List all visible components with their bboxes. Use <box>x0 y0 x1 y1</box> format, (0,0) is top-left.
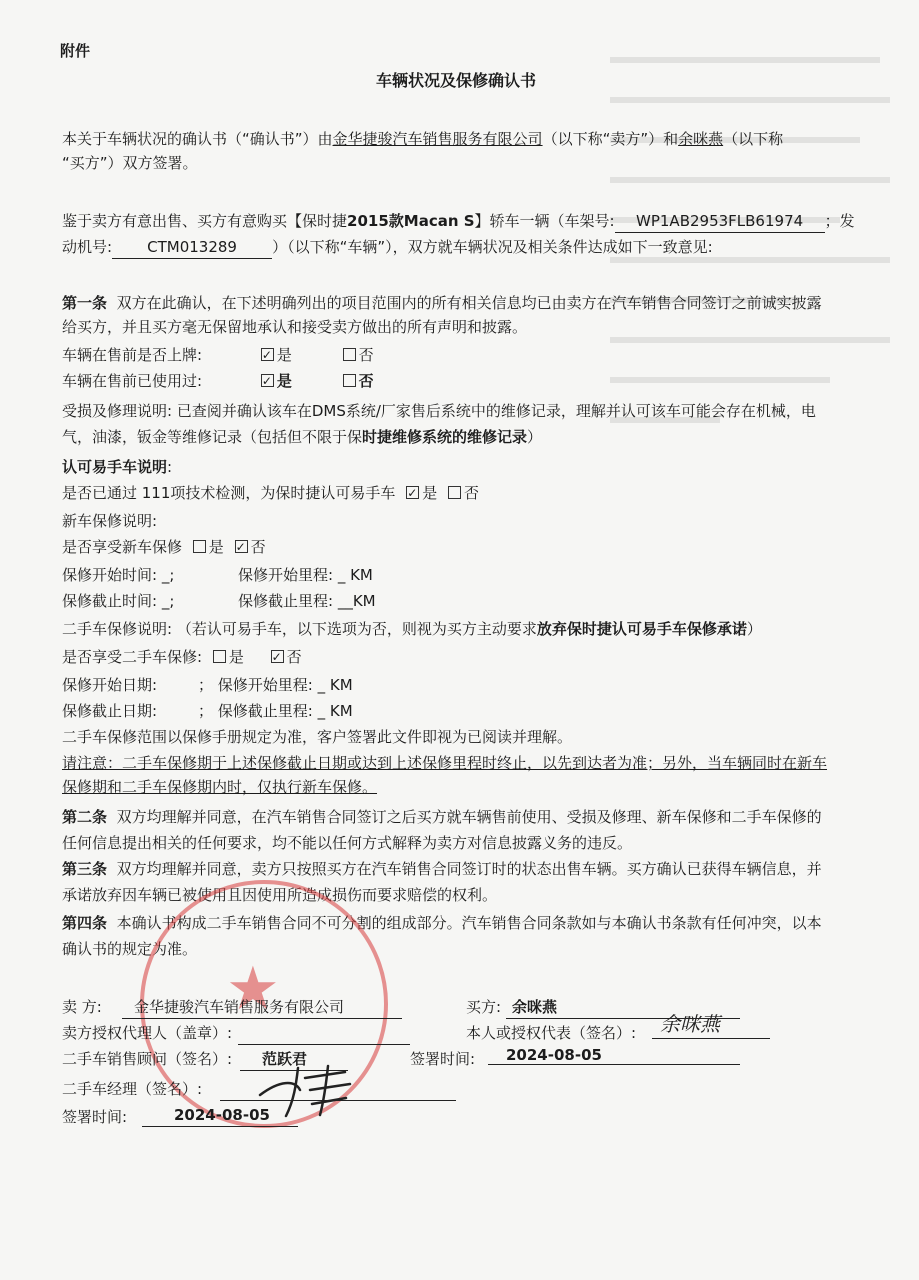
uc-start-km: ； 保修开始里程: _ KM <box>198 676 353 694</box>
uc-warranty-question-label: 是否享受二手车保修: <box>62 648 203 666</box>
article4-heading: 第四条 <box>62 914 108 932</box>
purchase-line-2 <box>62 236 713 259</box>
new-warranty-yes-label: 是 <box>208 538 224 556</box>
seller-agent-label: 卖方授权代理人（盖章）: <box>62 1024 233 1042</box>
plate-yes-label: 是 <box>276 346 292 364</box>
vin-field: WP1AB2953FLB61974 <box>615 210 825 233</box>
buyer-sign-name: 余咪燕 <box>512 998 558 1016</box>
nw-start-km: 保修开始里程: _ KM <box>238 566 373 584</box>
buyer-handwritten-signature: 余咪燕 <box>660 1012 720 1036</box>
consultant-label: 二手车销售顾问（签名）: <box>62 1050 233 1068</box>
buyer-date: 2024-08-05 <box>506 1046 602 1064</box>
uc-heading-text: 二手车保修说明: （若认可易手车，以下选项为否，则视为买方主动要求 <box>62 620 537 638</box>
article4-line-2: 确认书的规定为准。 <box>62 940 198 958</box>
new-warranty-heading: 新车保修说明: <box>62 512 158 530</box>
inspection-yes-label: 是 <box>422 484 438 502</box>
used-question-label: 车辆在售前已使用过: <box>62 372 203 390</box>
document-title: 车辆状况及保修确认书 <box>376 71 537 90</box>
inspection-yes-checkbox[interactable] <box>406 486 419 499</box>
approved-heading-colon: : <box>167 458 173 476</box>
uc-heading-text: ） <box>746 620 762 638</box>
repair-text: ） <box>527 428 543 446</box>
repair-line-1: 受损及修理说明: 已查阅并确认该车在DMS系统/厂家售后系统中的维修记录，理解并认可该车可能会存在机械，电 <box>62 402 816 420</box>
used-question <box>62 370 374 392</box>
used-no-checkbox[interactable] <box>343 374 356 387</box>
intro-line-2: “买方”）双方签署。 <box>62 154 198 172</box>
uc-warranty-question <box>62 646 302 668</box>
article3-line-2: 承诺放弃因车辆已被使用且因使用所造成损伤而要求赔偿的权利。 <box>62 886 498 904</box>
purchase-text: ；发 <box>824 212 855 230</box>
new-warranty-no-checkbox[interactable] <box>235 540 248 553</box>
vehicle-model: 2015款Macan S <box>347 212 475 230</box>
uc-scope-note: 二手车保修范围以保修手册规定为准，客户签署此文件即视为已阅读并理解。 <box>62 728 573 746</box>
seller-date: 2024-08-05 <box>174 1106 270 1124</box>
seller-date-line <box>142 1126 298 1127</box>
article2-text: 双方均理解并同意，在汽车销售合同签订之后买方就车辆售前使用、受损及修理、新车保修和二手车保修的 <box>116 808 822 826</box>
seller-label: 卖 方: <box>62 998 102 1016</box>
attachment-label: 附件 <box>60 42 91 60</box>
used-yes-label: 是 <box>276 372 292 390</box>
plate-question-label: 车辆在售前是否上牌: <box>62 346 203 364</box>
article1-line-2: 给买方，并且买方毫无保留地承认和接受卖方做出的所有声明和披露。 <box>62 318 528 336</box>
article3-line-1 <box>62 858 822 880</box>
plate-question <box>62 344 374 366</box>
intro-line-1 <box>62 128 783 150</box>
buyer-rep-line <box>652 1038 770 1039</box>
buyer-date-label: 签署时间: <box>410 1050 476 1068</box>
notice-line-1: 请注意：二手车保修期于上述保修截止日期或达到上述保修里程时终止，以先到达者为准；另外，当车辆同时在新车 <box>62 754 828 772</box>
inspection-no-label: 否 <box>463 484 479 502</box>
seal-star-icon: ★ <box>226 954 280 1024</box>
article1-line-1 <box>62 292 822 314</box>
new-warranty-yes-checkbox[interactable] <box>193 540 206 553</box>
buyer-rep-label: 本人或授权代表（签名）: <box>466 1024 637 1042</box>
used-yes-checkbox[interactable] <box>261 374 274 387</box>
buyer-label: 买方: <box>466 998 502 1016</box>
engine-number-field: CTM013289 <box>112 236 272 259</box>
manager-label: 二手车经理（签名）: <box>62 1080 203 1098</box>
repair-text-bold: 时捷维修系统的维修记录 <box>362 428 528 446</box>
uc-start-date: 保修开始日期: <box>62 676 158 694</box>
new-warranty-no-label: 否 <box>250 538 266 556</box>
approved-heading-text: 认可易手车说明 <box>62 458 168 476</box>
plate-no-label: 否 <box>358 346 374 364</box>
seller-line <box>122 1018 402 1019</box>
seller-agent-line <box>238 1044 410 1045</box>
seller-sign-name: 金华捷骏汽车销售服务有限公司 <box>134 998 345 1016</box>
seller-name: 金华捷骏汽车销售服务有限公司 <box>332 130 543 148</box>
inspection-question-label: 是否已通过 111项技术检测，为保时捷认可易手车 <box>62 484 396 502</box>
uc-end-km: ； 保修截止里程: _ KM <box>198 702 353 720</box>
intro-text: （以下称 <box>723 130 784 148</box>
article3-heading: 第三条 <box>62 860 108 878</box>
plate-no-checkbox[interactable] <box>343 348 356 361</box>
nw-end-time: 保修截止时间: _; <box>62 592 175 610</box>
article3-text: 双方均理解并同意，卖方只按照买方在汽车销售合同签订时的状态出售车辆。买方确认已获得车辆信息，并 <box>116 860 822 878</box>
buyer-name: 余咪燕 <box>678 130 724 148</box>
approved-heading <box>62 456 172 478</box>
uc-heading-bold: 放弃保时捷认可易手车保修承诺 <box>536 620 747 638</box>
used-no-label: 否 <box>358 372 374 390</box>
nw-start-time: 保修开始时间: _; <box>62 566 175 584</box>
new-warranty-question <box>62 536 266 558</box>
inspection-question <box>62 482 479 504</box>
repair-text: 气，油漆，钣金等维修记录（包括但不限于保 <box>62 428 363 446</box>
notice-line-2: 保修期和二手车保修期内时，仅执行新车保修。 <box>62 778 378 796</box>
plate-yes-checkbox[interactable] <box>261 348 274 361</box>
purchase-text: 动机号: <box>62 238 113 256</box>
consultant-name: 范跃君 <box>262 1050 308 1068</box>
purchase-text: 】轿车一辆（车架号: <box>474 212 615 230</box>
article1-heading: 第一条 <box>62 294 108 312</box>
purchase-text: ）（以下称“车辆”），双方就车辆状况及相关条件达成如下一致意见: <box>272 238 713 256</box>
uc-end-date: 保修截止日期: <box>62 702 158 720</box>
bleed-through-texture <box>600 40 900 490</box>
article2-line-1 <box>62 806 822 828</box>
purchase-text: 鉴于卖方有意出售、买方有意购买【保时捷 <box>62 212 348 230</box>
article1-text: 双方在此确认，在下述明确列出的项目范围内的所有相关信息均已由卖方在汽车销售合同签订之前诚实披露 <box>116 294 822 312</box>
seller-date-label: 签署时间: <box>62 1108 128 1126</box>
uc-warranty-no-checkbox[interactable] <box>271 650 284 663</box>
uc-warranty-no-label: 否 <box>286 648 302 666</box>
nw-end-km: 保修截止里程: __KM <box>238 592 376 610</box>
article4-text: 本确认书构成二手车销售合同不可分割的组成部分。汽车销售合同条款如与本确认书条款有任何冲突，以本 <box>116 914 822 932</box>
uc-warranty-heading <box>62 618 762 640</box>
repair-line-2 <box>62 426 542 448</box>
intro-text: （以下称“卖方”）和 <box>542 130 679 148</box>
uc-warranty-yes-checkbox[interactable] <box>213 650 226 663</box>
new-warranty-question-label: 是否享受新车保修 <box>62 538 183 556</box>
uc-warranty-yes-label: 是 <box>228 648 244 666</box>
intro-text: 本关于车辆状况的确认书（“确认书”）由 <box>62 130 333 148</box>
inspection-no-checkbox[interactable] <box>448 486 461 499</box>
article2-heading: 第二条 <box>62 808 108 826</box>
article2-line-2: 任何信息提出相关的任何要求，均不能以任何方式解释为卖方对信息披露义务的违反。 <box>62 834 633 852</box>
purchase-line-1 <box>62 210 855 233</box>
